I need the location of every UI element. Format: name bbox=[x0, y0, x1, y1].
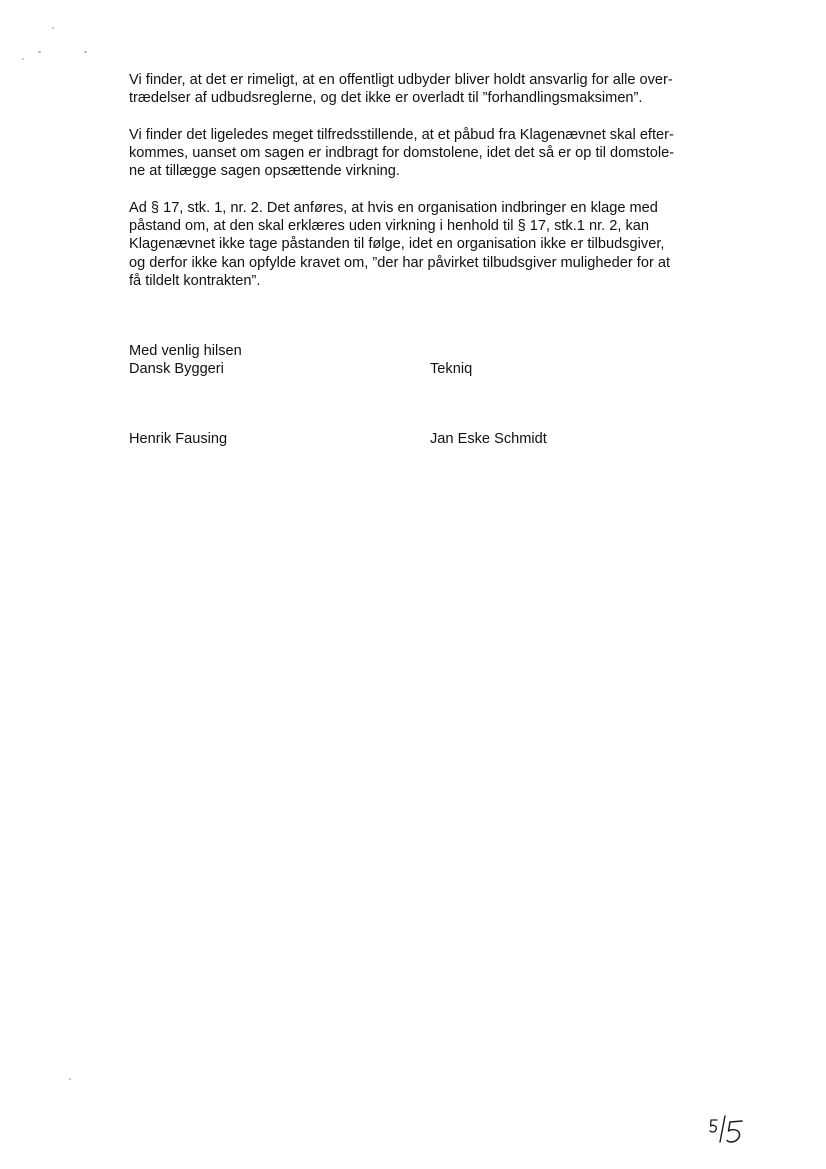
paragraph-line: og derfor ikke kan opfylde kravet om, ”der har påvirket tilbudsgiver muligheder for at bbox=[129, 254, 671, 271]
body-paragraph bbox=[129, 126, 719, 181]
scan-speck bbox=[38, 51, 41, 53]
scan-speck bbox=[84, 51, 87, 53]
handwritten-page-number-drawing bbox=[708, 1110, 758, 1150]
scan-speck bbox=[22, 58, 24, 60]
body-paragraph bbox=[129, 71, 719, 107]
body-paragraph bbox=[129, 199, 719, 290]
paragraph-line: ne at tillægge sagen opsættende virkning. bbox=[129, 163, 400, 180]
paragraph-line: Vi finder, at det er rimeligt, at en offentligt udbyder bliver holdt ansvarlig for alle over- bbox=[129, 72, 673, 88]
signer-left: Henrik Fausing bbox=[129, 431, 228, 447]
handwritten-page-number bbox=[708, 1110, 758, 1150]
paragraph-line: trædelser af udbudsreglerne, og det ikke er overladt til ”forhandlingsmaksimen”. bbox=[129, 90, 643, 107]
paragraph-line: Vi finder det ligeledes meget tilfredsstillende, at et påbud fra Klagenævnet skal efter- bbox=[129, 127, 674, 143]
paragraph-line: kommes, uanset om sagen er indbragt for domstolene, idet det så er op til domstole- bbox=[129, 145, 675, 162]
scan-speck bbox=[52, 27, 54, 29]
organization-left: Dansk Byggeri bbox=[129, 361, 224, 377]
paragraph-line: Klagenævnet ikke tage påstanden til følge, idet en organisation ikke er tilbudsgiver, bbox=[129, 236, 665, 253]
organization-right: Tekniq bbox=[430, 361, 473, 377]
paragraph-line: påstand om, at den skal erklæres uden virkning i henhold til § 17, stk.1 nr. 2, kan bbox=[129, 218, 649, 235]
paragraph-line: Ad § 17, stk. 1, nr. 2. Det anføres, at hvis en organisation indbringer en klage med bbox=[129, 200, 658, 216]
scan-speck bbox=[69, 1078, 71, 1080]
signer-right: Jan Eske Schmidt bbox=[430, 431, 547, 447]
paragraph-line: få tildelt kontrakten”. bbox=[129, 272, 261, 289]
closing-greeting: Med venlig hilsen bbox=[129, 343, 242, 359]
